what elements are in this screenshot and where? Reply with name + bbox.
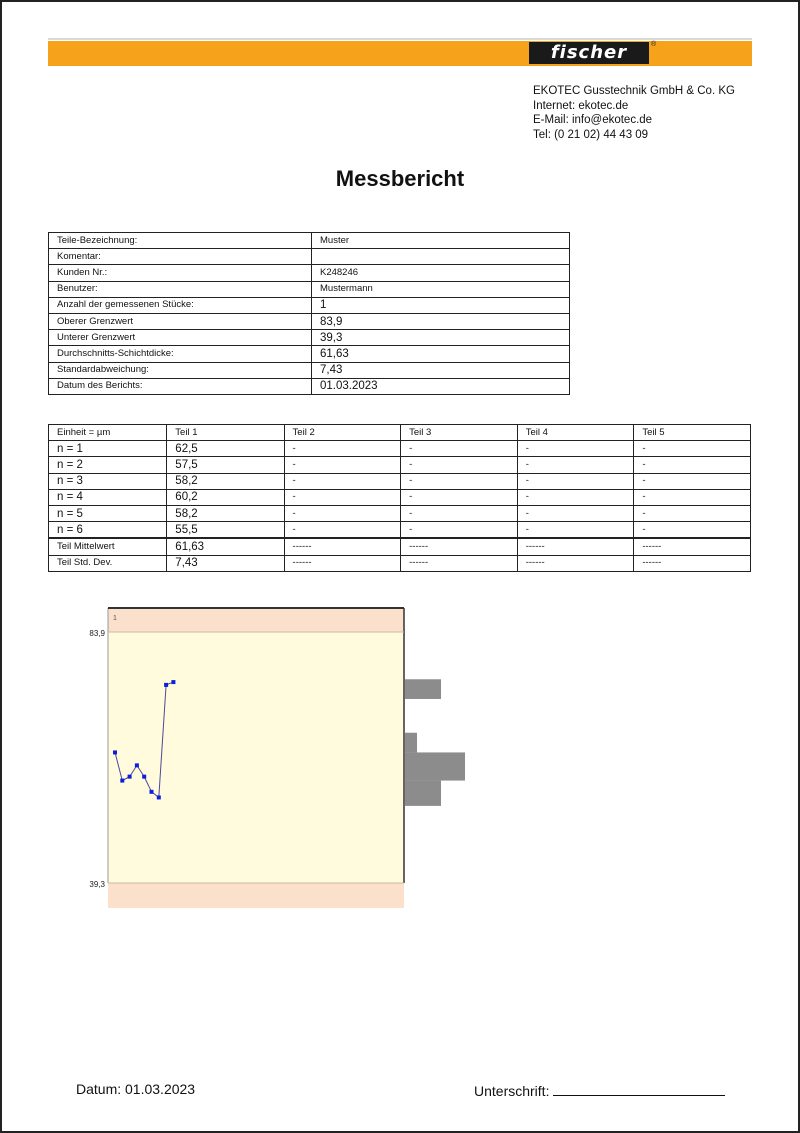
info-row (49, 297, 570, 313)
table-cell: ------ (517, 555, 634, 571)
data-point (150, 790, 154, 794)
signature-field (474, 1081, 725, 1099)
table-cell: 60,2 (167, 489, 284, 505)
signature-line (553, 1081, 725, 1096)
info-row (49, 313, 570, 329)
table-cell: - (401, 457, 518, 473)
upper-limit-band (108, 608, 404, 632)
table-cell: - (284, 489, 401, 505)
info-label: Standardabweichung: (49, 362, 312, 378)
measurement-row (49, 489, 751, 505)
lower-limit-band (108, 883, 404, 908)
table-cell: ------ (517, 538, 634, 555)
measurement-row (49, 505, 751, 521)
table-cell: - (284, 473, 401, 489)
info-row (49, 378, 570, 394)
table-cell: - (401, 473, 518, 489)
lower-limit-tick: 39,3 (89, 880, 105, 889)
table-cell: - (284, 522, 401, 539)
subgroup-label: 1 (113, 615, 117, 622)
info-label: Kunden Nr.: (49, 265, 312, 281)
info-row (49, 330, 570, 346)
table-cell: - (517, 441, 634, 457)
column-header: Teil 5 (634, 425, 751, 441)
company-phone: Tel: (0 21 02) 44 43 09 (533, 128, 649, 141)
table-cell: ------ (401, 555, 518, 571)
page-title: Messbericht (335, 166, 465, 191)
table-cell: n = 3 (49, 473, 167, 489)
table-cell: n = 5 (49, 505, 167, 521)
column-header: Einheit = µm (49, 425, 167, 441)
table-cell: - (634, 457, 751, 473)
measurement-table (48, 424, 751, 572)
table-cell: - (284, 441, 401, 457)
info-row (49, 281, 570, 297)
info-label: Durchschnitts-Schichtdicke: (49, 346, 312, 362)
table-cell: ------ (634, 555, 751, 571)
info-value: 7,43 (312, 362, 570, 378)
data-point (120, 779, 124, 783)
info-value: 39,3 (312, 330, 570, 346)
table-cell: ------ (634, 538, 751, 555)
table-cell: 58,2 (167, 473, 284, 489)
column-header: Teil 2 (284, 425, 401, 441)
company-address (533, 84, 735, 142)
table-cell: n = 2 (49, 457, 167, 473)
table-cell: - (284, 457, 401, 473)
table-cell: ------ (401, 538, 518, 555)
company-name: EKOTEC Gusstechnik GmbH & Co. KG (533, 85, 735, 97)
info-label: Oberer Grenzwert (49, 313, 312, 329)
table-cell: - (284, 505, 401, 521)
table-cell: - (634, 505, 751, 521)
info-label: Unterer Grenzwert (49, 330, 312, 346)
table-cell: - (401, 505, 518, 521)
registered-mark: ® (651, 41, 657, 48)
table-cell: - (517, 457, 634, 473)
table-cell: 61,63 (167, 538, 284, 555)
info-label: Teile-Bezeichnung: (49, 233, 312, 249)
histogram-bar (405, 752, 465, 780)
table-cell: 7,43 (167, 555, 284, 571)
summary-row (49, 538, 751, 555)
info-row (49, 249, 570, 265)
table-cell: - (634, 441, 751, 457)
info-value: 01.03.2023 (312, 378, 570, 394)
header-rule (48, 38, 752, 40)
measurement-row (49, 441, 751, 457)
column-header: Teil 1 (167, 425, 284, 441)
info-table (48, 232, 570, 395)
histogram-bar (405, 679, 441, 699)
table-cell: 55,5 (167, 522, 284, 539)
info-label: Anzahl der gemessenen Stücke: (49, 297, 312, 313)
data-point (142, 775, 146, 779)
table-cell: - (401, 522, 518, 539)
table-cell: Teil Mittelwert (49, 538, 167, 555)
table-cell: - (517, 505, 634, 521)
histogram-bar (405, 733, 417, 753)
plot-area (108, 632, 404, 883)
column-header: Teil 3 (401, 425, 518, 441)
data-point (113, 750, 117, 754)
info-value: 61,63 (312, 346, 570, 362)
data-point (164, 683, 168, 687)
data-point (157, 795, 161, 799)
table-cell: - (634, 473, 751, 489)
data-point (135, 763, 139, 767)
info-value: 83,9 (312, 313, 570, 329)
table-cell: Teil Std. Dev. (49, 555, 167, 571)
signature-label: Unterschrift: (474, 1083, 550, 1099)
table-cell: n = 6 (49, 522, 167, 539)
data-point (128, 775, 132, 779)
company-internet: Internet: ekotec.de (533, 99, 629, 112)
column-header: Teil 4 (517, 425, 634, 441)
info-row (49, 346, 570, 362)
measurement-row (49, 473, 751, 489)
table-cell: n = 4 (49, 489, 167, 505)
info-label: Benutzer: (49, 281, 312, 297)
footer-date: Datum: 01.03.2023 (76, 1081, 196, 1097)
table-cell: - (517, 473, 634, 489)
info-row (49, 362, 570, 378)
summary-row (49, 555, 751, 571)
table-cell: 58,2 (167, 505, 284, 521)
table-cell: - (401, 489, 518, 505)
control-chart (80, 600, 480, 920)
measurement-row (49, 457, 751, 473)
table-cell: ------ (284, 538, 401, 555)
data-point (171, 680, 175, 684)
table-cell: - (517, 489, 634, 505)
company-logo: fischer (529, 42, 649, 64)
info-label: Komentar: (49, 249, 312, 265)
info-value: Mustermann (312, 281, 570, 297)
info-value: 1 (312, 297, 570, 313)
table-cell: - (401, 441, 518, 457)
table-cell: ------ (284, 555, 401, 571)
table-cell: 57,5 (167, 457, 284, 473)
info-value: Muster (312, 233, 570, 249)
info-label: Datum des Berichts: (49, 378, 312, 394)
info-value: K248246 (312, 265, 570, 281)
table-cell: 62,5 (167, 441, 284, 457)
histogram-bar (405, 781, 441, 806)
table-cell: - (634, 522, 751, 539)
info-row (49, 265, 570, 281)
table-cell: - (634, 489, 751, 505)
table-cell: n = 1 (49, 441, 167, 457)
measurement-row (49, 522, 751, 539)
company-email: E-Mail: info@ekotec.de (533, 114, 653, 126)
info-row (49, 233, 570, 249)
upper-limit-tick: 83,9 (89, 629, 105, 638)
table-cell: - (517, 522, 634, 539)
info-value (312, 249, 570, 265)
